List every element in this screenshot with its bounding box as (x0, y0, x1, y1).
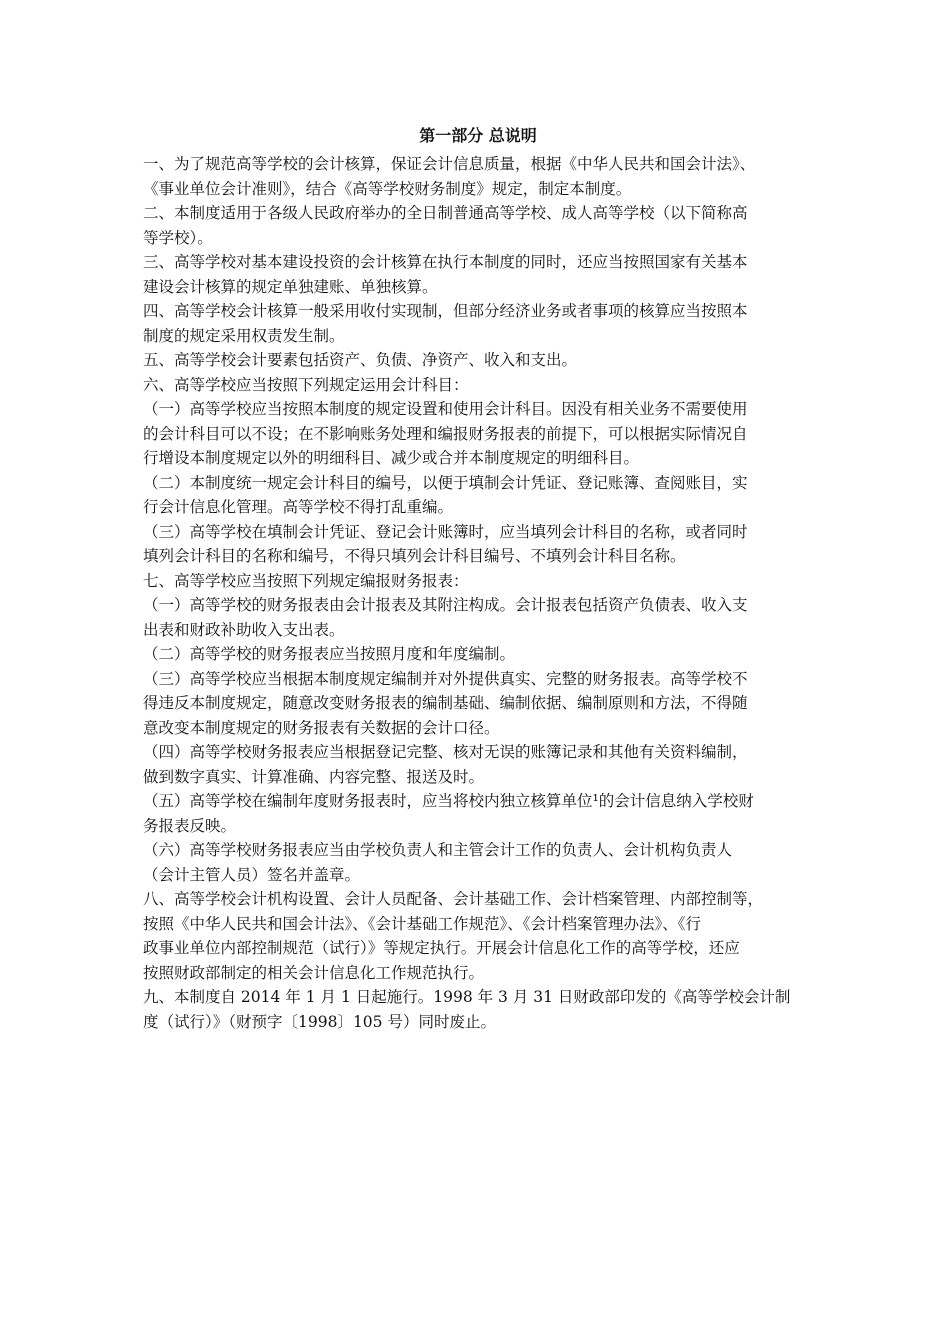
paragraph-line: （六）高等学校财务报表应当由学校负责人和主管会计工作的负责人、会计机构负责人 (143, 841, 733, 859)
paragraph-line: 二、本制度适用于各级人民政府举办的全日制普通高等学校、成人高等学校（以下简称高 (143, 204, 748, 222)
paragraph-line: 八、高等学校会计机构设置、会计人员配备、会计基础工作、会计档案管理、内部控制等， (143, 890, 764, 908)
paragraph (143, 838, 813, 887)
paragraph-line: 按照财政部制定的相关会计信息化工作规范执行。 (143, 963, 485, 982)
paragraph-line: 行会计信息化管理。高等学校不得打乱重编。 (143, 498, 454, 516)
paragraph (143, 299, 813, 348)
paragraph-line: 意改变本制度规定的财务报表有关数据的会计口径。 (143, 718, 500, 737)
paragraph (143, 397, 813, 471)
paragraph (143, 667, 813, 741)
paragraph (143, 250, 813, 299)
paragraph (143, 789, 813, 838)
paragraph (143, 201, 813, 250)
paragraph-line: 务报表反映。 (143, 816, 237, 835)
paragraph-line: 得违反本制度规定，随意改变财务报表的编制基础、编制依据、编制原则和方法，不得随 (143, 694, 748, 712)
paragraph-line: 《事业单位会计准则》，结合《高等学校财务制度》规定，制定本制度。 (143, 179, 632, 198)
paragraph-line: 九、本制度自 2014 年 1 月 1 日起施行。1998 年 3 月 31 日财政部印发的《高等学校会计制 (143, 988, 791, 1006)
paragraph (143, 520, 813, 569)
paragraph-line: 制度的规定采用权责发生制。 (143, 326, 345, 345)
paragraph-line: 的会计科目可以不设；在不影响账务处理和编报财务报表的前提下，可以根据实际情况自 (143, 424, 748, 443)
paragraph-line: 建设会计核算的规定单独建账、单独核算。 (143, 277, 438, 296)
paragraph-line: 度（试行）》（财预字〔1998〕105 号）同时废止。 (143, 1012, 496, 1031)
paragraph-line: （二）高等学校的财务报表应当按照月度和年度编制。 (143, 645, 516, 663)
paragraph (143, 373, 813, 398)
paragraph (143, 471, 813, 520)
paragraph-line: （一）高等学校应当按照本制度的规定设置和使用会计科目。因没有相关业务不需要使用 (143, 400, 748, 418)
paragraph-line: （二）本制度统一规定会计科目的编号，以便于填制会计凭证、登记账簿、查阅账目，实 (143, 473, 748, 492)
paragraph (143, 642, 813, 667)
paragraph-line: 做到数字真实、计算准确、内容完整、报送及时。 (143, 767, 485, 786)
paragraph (143, 569, 813, 594)
paragraph-line: （一）高等学校的财务报表由会计报表及其附注构成。会计报表包括资产负债表、收入支 (143, 596, 748, 614)
paragraph-line: （三）高等学校在填制会计凭证、登记会计账簿时，应当填列会计科目的名称，或者同时 (143, 522, 748, 541)
paragraph-line: 三、高等学校对基本建设投资的会计核算在执行本制度的同时，还应当按照国家有关基本 (143, 253, 748, 271)
paragraph-list (143, 152, 813, 1034)
paragraph-line: 填列会计科目的名称和编号，不得只填列会计科目编号、不填列会计科目名称。 (143, 547, 686, 565)
paragraph (143, 985, 813, 1034)
paragraph-line: 政事业单位内部控制规范（试行）》等规定执行。开展会计信息化工作的高等学校，还应 (143, 939, 740, 957)
paragraph-line: 出表和财政补助收入支出表。 (143, 620, 345, 639)
paragraph (143, 740, 813, 789)
paragraph-line: 六、高等学校应当按照下列规定运用会计科目： (143, 375, 469, 394)
paragraph-line: 一、为了规范高等学校的会计核算，保证会计信息质量，根据《中华人民共和国会计法》、 (143, 155, 756, 173)
paragraph-line: 七、高等学校应当按照下列规定编报财务报表： (143, 571, 469, 590)
paragraph-line: 五、高等学校会计要素包括资产、负债、净资产、收入和支出。 (143, 351, 578, 369)
paragraph (143, 348, 813, 373)
paragraph-line: （五）高等学校在编制年度财务报表时，应当将校内独立核算单位¹的会计信息纳入学校财 (143, 792, 754, 810)
paragraph-line: （三）高等学校应当根据本制度规定编制并对外提供真实、完整的财务报表。高等学校不 (143, 669, 748, 688)
paragraph-line: 按照《中华人民共和国会计法》、《会计基础工作规范》、《会计档案管理办法》、《行 (143, 914, 702, 933)
paragraph (143, 593, 813, 642)
paragraph (143, 152, 813, 201)
document-title: 第一部分 总说明 (419, 126, 537, 145)
paragraph-line: （四）高等学校财务报表应当根据登记完整、核对无误的账簿记录和其他有关资料编制， (143, 743, 748, 761)
paragraph-line: （会计主管人员）签名并盖章。 (143, 865, 361, 884)
paragraph-line: 四、高等学校会计核算一般采用收付实现制，但部分经济业务或者事项的核算应当按照本 (143, 302, 748, 320)
paragraph-line: 等学校）。 (143, 228, 213, 247)
document-body (143, 124, 813, 1034)
paragraph (143, 887, 813, 985)
paragraph-line: 行增设本制度规定以外的明细科目、减少或合并本制度规定的明细科目。 (143, 449, 640, 467)
